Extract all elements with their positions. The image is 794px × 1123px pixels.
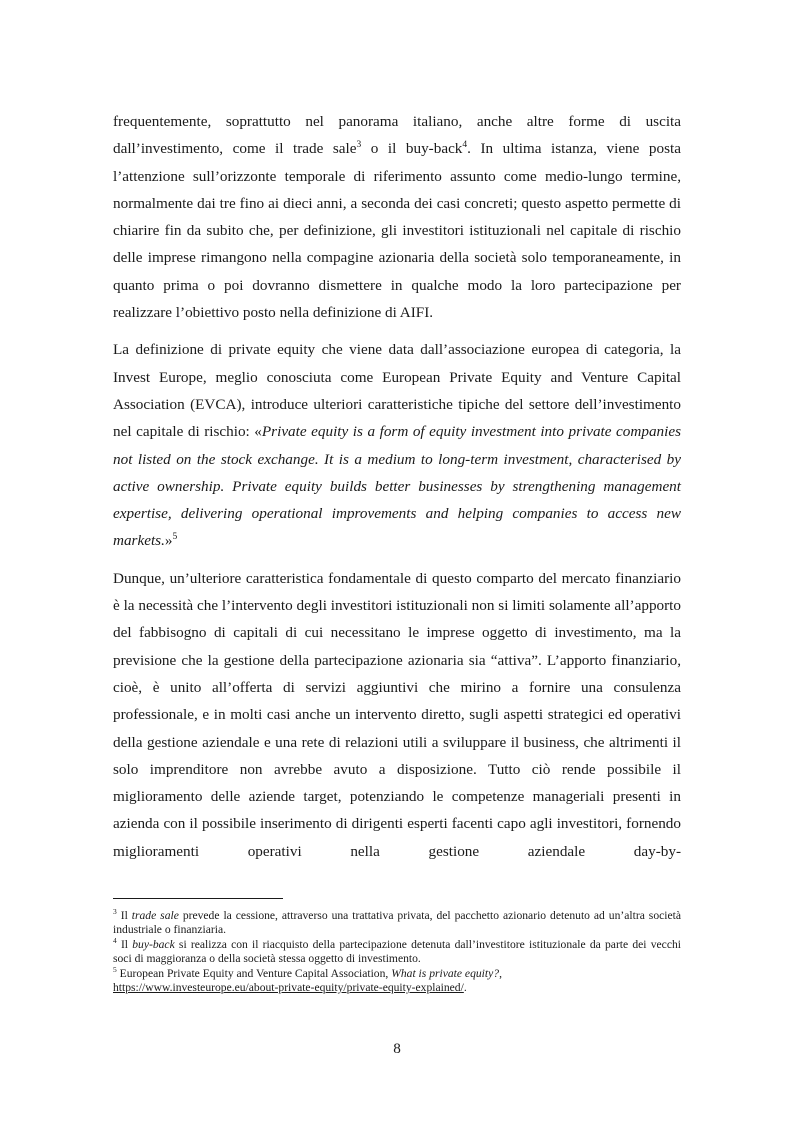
footnote-4-text: si realizza con il riacquisto della partecipazione detenuta dall’investitore istituzionale da parte dei vecchi soci di maggioranza o della società stessa oggetto di investimento. xyxy=(113,937,681,966)
footnote-separator xyxy=(113,898,283,899)
paragraph-1-text-a: frequentemente, soprattutto nel panorama italiano, anche altre forme di uscita dall’investimento, come il trade sale xyxy=(113,113,681,158)
footnote-5-end: . xyxy=(463,981,467,995)
footnotes xyxy=(113,898,681,995)
footnote-3-number: 3 xyxy=(113,907,117,917)
footnote-3-term: trade sale xyxy=(131,909,179,922)
footnote-5-title: What is private equity? xyxy=(391,966,500,980)
page-body xyxy=(113,108,681,865)
footnote-3-text: prevede la cessione, attraverso una trattativa privata, del pacchetto azionario detenuto ad un’altra società industriale o finanziaria. xyxy=(113,909,682,937)
paragraph-3: Dunque, un’ulteriore caratteristica fondamentale di questo comparto del mercato finanziario è la necessità che l’intervento degli investitori istituzionali non si limiti solamente all’apporto del fabbisogno di capitali di cui necessitano le imprese oggetto di investimento, ma la previsione che la gestione della partecipazione azionaria sia “attiva”. L’apporto finanziario, cioè, è unito all’offerta di servizi aggiuntivi che mirino a fornire una consulenza professionale, e in molti casi anche un intervento diretto, sugli aspetti strategici ed operativi della gestione aziendale e una rete di relazioni utili a sviluppare il business, che altrimenti il solo imprenditore non avrebbe avuto a disposizione. Tutto ciò rende possibile il miglioramento delle aziende target, potenziando le competenze manageriali presenti in azienda con il possibile inserimento di dirigenti esperti facenti capo agli investitori, fornendo miglioramenti operativi nella gestione aziendale day-by- xyxy=(113,569,681,860)
paragraph-2-text-b: » xyxy=(164,532,173,550)
paragraph-1 xyxy=(113,108,681,326)
footnote-5-link[interactable]: https://www.investeurope.eu/about-private-equity/private-equity-explained/ xyxy=(113,981,464,995)
footnote-5 xyxy=(113,964,681,996)
footnote-5-number: 5 xyxy=(113,964,117,974)
footnote-4-pre: Il xyxy=(116,937,133,951)
paragraph-2-text-a: La definizione di private equity che viene data dall’associazione europea di categoria, la Invest Europe, meglio conosciuta come European Private Equity and Venture Capital Association (EVCA), introduce ulteriori caratteristiche tipiche del settore dell’investimento nel capitale di rischio: « xyxy=(113,341,681,441)
footnote-3 xyxy=(113,909,681,938)
page-number: 8 xyxy=(393,1040,401,1057)
footnote-4-number: 4 xyxy=(113,935,117,945)
footnote-ref-4[interactable]: 4 xyxy=(462,140,468,151)
paragraph-1-text-c: . In ultima istanza, viene posta l’attenzione sull’orizzonte temporale di riferimento assunto come medio-lungo termine, normalmente dai tre fino ai dieci anni, a seconda dei casi concreti; questo aspetto permette di chiarire fin da subito che, per definizione, gli investitori istituzionali nel capitale di rischio delle imprese rimangono nella compagine azionaria della società solo temporaneamente, in quanto prima o poi dovranno dismettere in qualche modo la loro partecipazione per realizzare l’obiettivo posto nella definizione di AIFI. xyxy=(113,140,681,322)
footnote-ref-5[interactable]: 5 xyxy=(172,532,178,543)
footnote-5-pre: European Private Equity and Venture Capital Association, xyxy=(116,966,392,980)
footnote-3-pre: Il xyxy=(116,909,132,922)
footnote-4 xyxy=(113,935,681,967)
evca-quote: Private equity is a form of equity investment into private companies not listed on the stock exchange. It is a medium to long-term investment, characterised by active ownership. Private equity builds better businesses by strengthening management expertise, delivering operational improvements and helping companies to access new markets. xyxy=(113,423,682,550)
footnote-4-term: buy-back xyxy=(132,937,175,951)
footnote-ref-3[interactable]: 3 xyxy=(356,140,362,151)
footnote-5-sep: , xyxy=(499,966,502,980)
paragraph-2 xyxy=(113,336,681,554)
paragraph-1-text-b: o il buy-back xyxy=(361,140,463,158)
